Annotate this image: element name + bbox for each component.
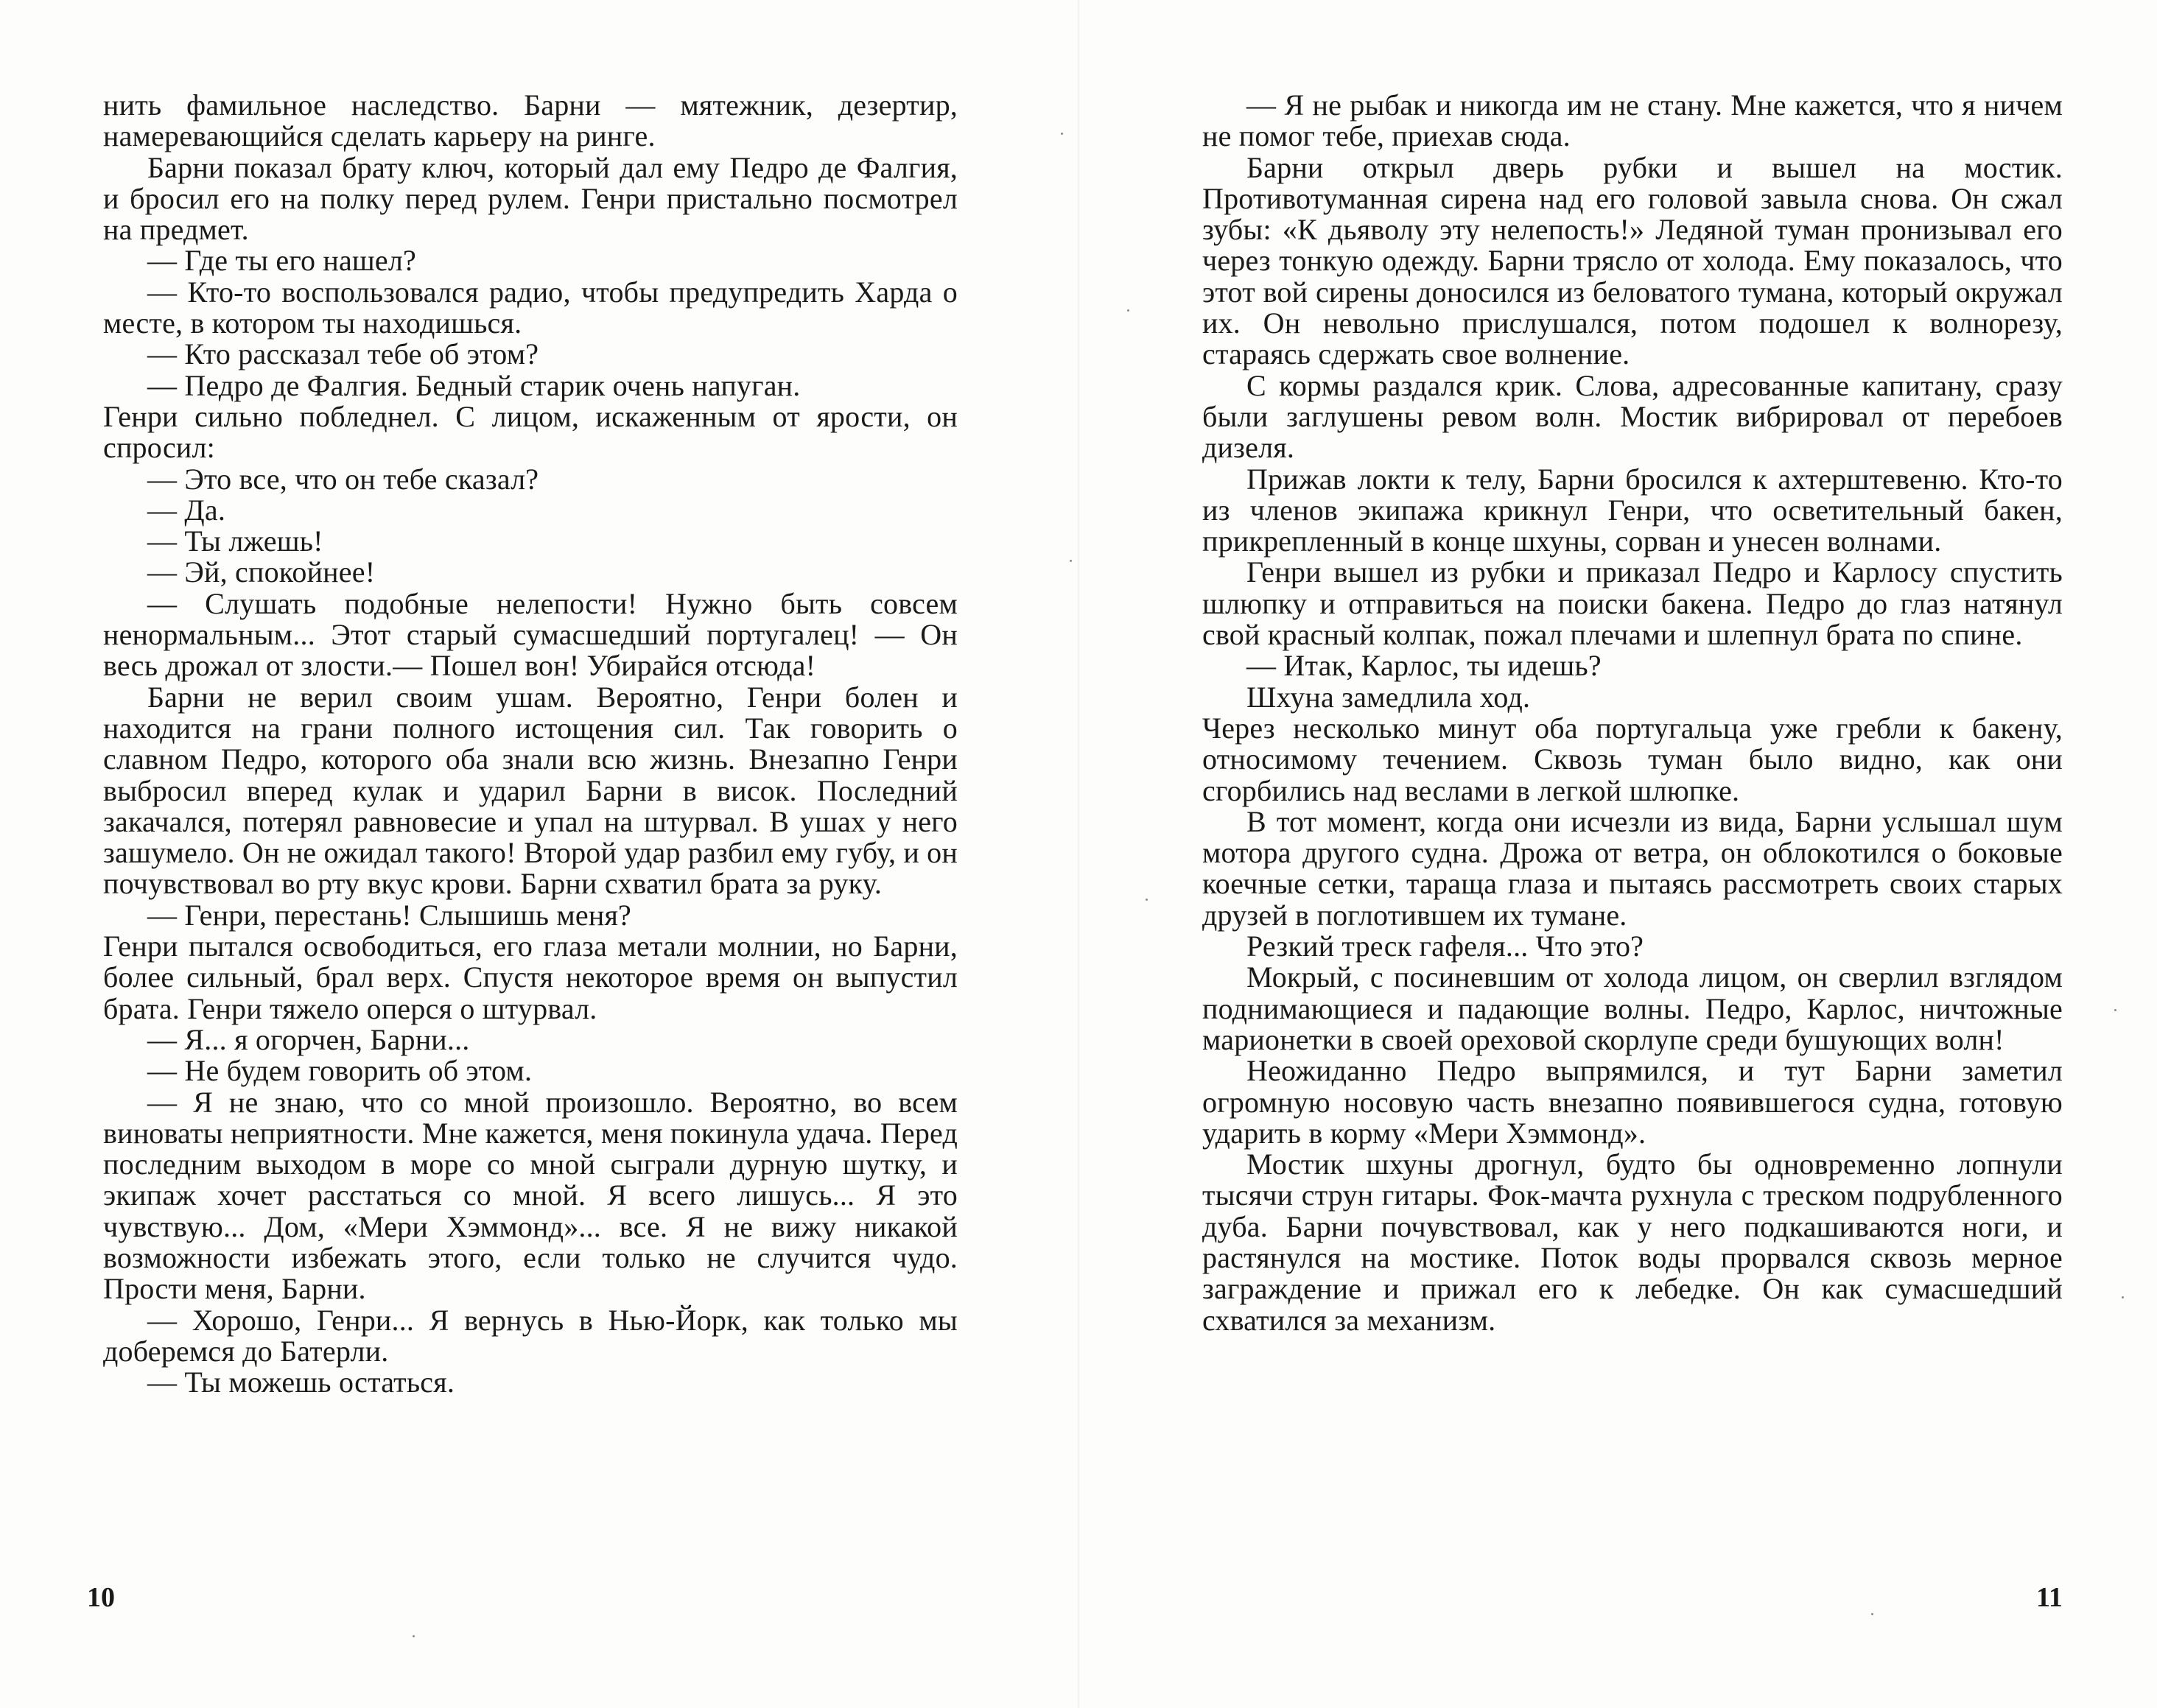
paragraph: — Педро де Фалгия. Бедный старик очень напуган. [147, 368, 801, 402]
paragraph: Барни не верил своим ушам. Вероятно, Генри болен и находится на грани полного истощения сил. Так говорить о славном Педро, которого оба знали всю жизнь. Внезапно Генри выбросил вперед кулак и ударил Барни в висок. Последний закачался, потерял равновесие и упал на штурвал. В ушах у него зашумело. Он не ожидал такого! Второй удар разбил ему губу, и он почувствовал во рту вкус крови. Барни схватил брата за руку. [103, 680, 958, 901]
paragraph: — Хорошо, Генри... Я вернусь в Нью-Йорк, как только мы доберемся до Батерли. [103, 1303, 958, 1368]
paragraph: — Генри, перестань! Слышишь меня? [147, 898, 631, 932]
paragraph: Генри сильно побледнел. С лицом, искаженным от ярости, он спросил: [103, 399, 958, 465]
paragraph: Мокрый, с посиневшим от холода лицом, он сверлил взглядом поднимающиеся и падающие волны. Педро, Карлос, ничтожные марионетки в своей ореховой скорлупе среди бушующих волн! [1202, 960, 2063, 1056]
page-number-right: 11 [2036, 1582, 2063, 1613]
scan-speck [2122, 1296, 2124, 1298]
right-page-text [1202, 90, 2063, 1336]
paragraph: — Я не рыбак и никогда им не стану. Мне кажется, что я ничем не помог тебе, приехав сюда. [1202, 88, 2063, 153]
scan-speck [1070, 560, 1072, 562]
paragraph: — Я не знаю, что со мной произошло. Вероятно, во всем виноваты неприятности. Мне кажется, меня покинула удача. Перед последним выходом в море со мной сыграли дурную шутку, и экипаж хочет расстаться со мной. Я всего лишусь... Я это чувствую... Дом, «Мери Хэммонд»... все. Я не вижу никакой возможности избежать этого, если только не случится чудо. Прости меня, Барни. [103, 1085, 958, 1306]
scan-speck [1127, 309, 1129, 312]
paragraph: — Слушать подобные нелепости! Нужно быть совсем ненормальным... Этот старый сумасшедший португалец! — Он весь дрожал от злости.— Пошел вон! Убирайся отсюда! [103, 586, 958, 683]
paragraph: — Эй, спокойнее! [147, 555, 376, 589]
paragraph: — Ты можешь остаться. [147, 1366, 455, 1399]
paragraph: — Я... я огорчен, Барни... [147, 1022, 470, 1056]
left-page-text [103, 90, 958, 1398]
paragraph: — Итак, Карлос, ты идешь? [1246, 649, 1602, 683]
paragraph: Мостик шхуны дрогнул, будто бы одновременно лопнули тысячи струн гитары. Фок-мачта рухнула с треском подрубленного дуба. Барни почувствовал, как у него подкашиваются ноги, и растянулся на мостике. Поток воды прорвался сквозь мерное заграждение и прижал его к лебедке. Он как сумасшедший схватился за механизм. [1202, 1148, 2063, 1337]
paragraph: Шхуна замедлила ход. [1246, 680, 1531, 714]
paragraph: Через несколько минут оба португальца уже гребли к бакену, относимому течением. Сквозь туман было видно, как они сгорбились над веслами в легкой шлюпке. [1202, 711, 2063, 807]
left-page [0, 0, 1078, 1708]
paragraph: В тот момент, когда они исчезли из вида, Барни услышал шум мотора другого судна. Дрожа от ветра, он облокотился о боковые коечные сетки, тараща глаза и пытаясь рассмотреть своих старых друзей в поглотившем их тумане. [1202, 804, 2063, 932]
paragraph: нить фамильное наследство. Барни — мятежник, дезертир, намеревающийся сделать карьеру на ринге. [103, 88, 958, 153]
paragraph: — Да. [147, 493, 226, 527]
paragraph: Барни показал брату ключ, который дал ему Педро де Фалгия, и бросил его на полку перед рулем. Генри пристально посмотрел на предмет. [103, 150, 958, 247]
right-page [1078, 0, 2157, 1708]
scan-speck [1871, 1613, 1873, 1615]
paragraph: Прижав локти к телу, Барни бросился к ахтерштевеню. Кто-то из членов экипажа крикнул Генри, что осветительный бакен, прикрепленный в конце шхуны, сорван и унесен волнами. [1202, 462, 2063, 558]
scan-speck [413, 1635, 415, 1637]
paragraph: Генри пытался освободиться, его глаза метали молнии, но Барни, более сильный, брал верх. Спустя некоторое время он выпустил брата. Генри тяжело оперся о штурвал. [103, 929, 958, 1025]
scan-speck [1061, 133, 1063, 135]
paragraph: — Где ты его нашел? [147, 244, 416, 278]
scan-speck [2114, 1009, 2116, 1011]
paragraph: Резкий треск гафеля... Что это? [1246, 929, 1644, 963]
paragraph: Генри вышел из рубки и приказал Педро и Карлосу спустить шлюпку и отправиться на поиски бакена. Педро до глаз натянул свой красный колпак, пожал плечами и шлепнул брата по спине. [1202, 555, 2063, 652]
paragraph: — Не будем говорить об этом. [147, 1054, 533, 1088]
scan-speck [1146, 899, 1148, 901]
paragraph: — Ты лжешь! [147, 524, 323, 558]
paragraph: — Кто-то воспользовался радио, чтобы предупредить Харда о месте, в котором ты находишься. [103, 275, 958, 340]
paragraph: С кормы раздался крик. Слова, адресованные капитану, сразу были заглушены ревом волн. Мостик вибрировал от перебоев дизеля. [1202, 368, 2063, 465]
paragraph: — Это все, что он тебе сказал? [147, 462, 539, 496]
paragraph: Барни открыл дверь рубки и вышел на мостик. Противотуманная сирена над его головой завыла снова. Он сжал зубы: «К дьяволу эту нелепость!» Ледяной туман пронизывал его через тонкую одежду. Барни трясло от холода. Ему показалось, что этот вой сирены доносился из беловатого тумана, который окружал их. Он невольно прислушался, потом подошел к волнорезу, стараясь сдержать свое волнение. [1202, 150, 2063, 371]
paragraph: — Кто рассказал тебе об этом? [147, 337, 539, 371]
paragraph: Неожиданно Педро выпрямился, и тут Барни заметил огромную носовую часть внезапно появившегося судна, готовую ударить в корму «Мери Хэммонд». [1202, 1054, 2063, 1150]
page-number-left: 10 [87, 1582, 115, 1613]
